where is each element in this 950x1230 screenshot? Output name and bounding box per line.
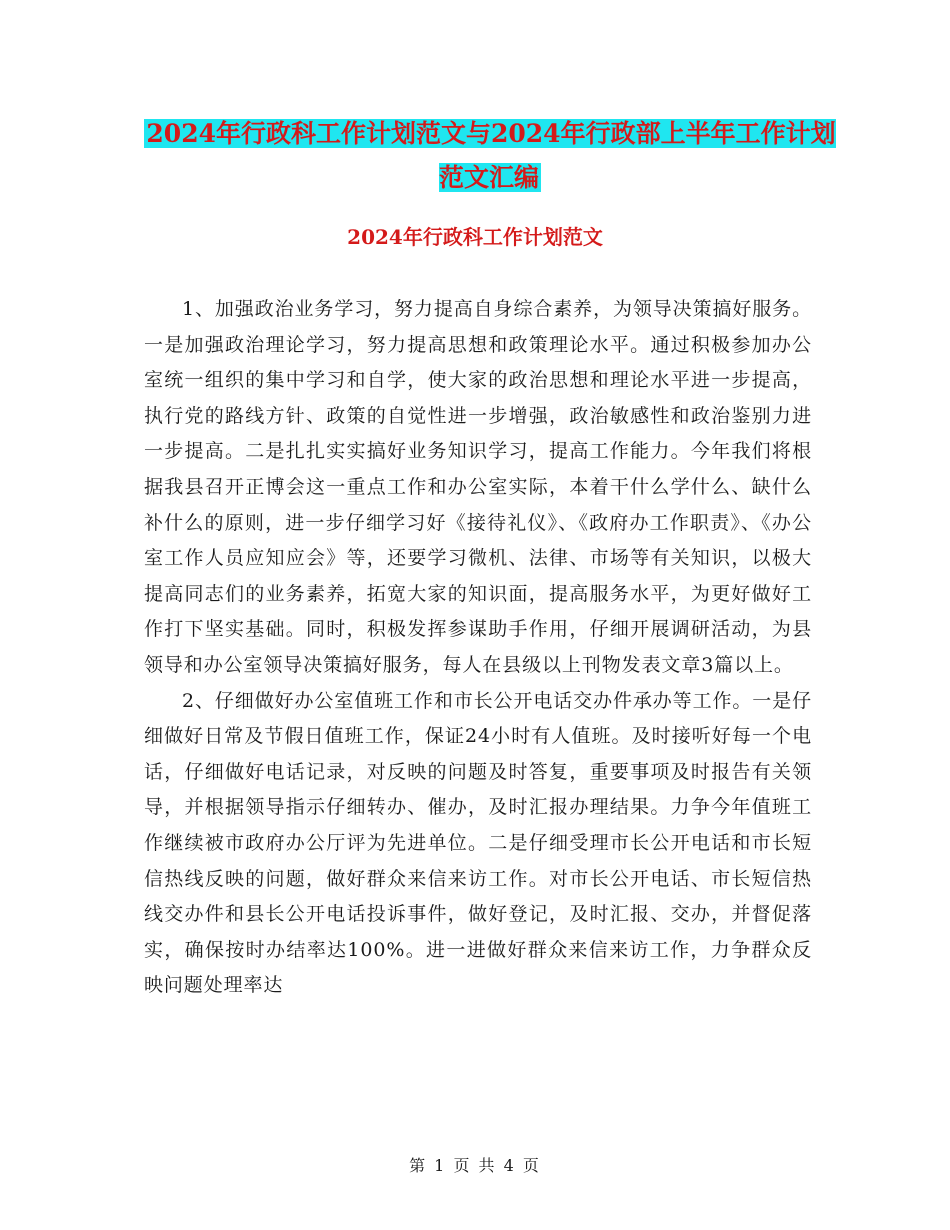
paragraph-2: 2、仔细做好办公室值班工作和市长公开电话交办件承办等工作。一是仔细做好日常及节假日值班工作，保证24小时有人值班。及时接听好每一个电话，仔细做好电话记录，对反映的问题及时答复，重要事项及时报告有关领导，并根据领导指示仔细转办、催办，及时汇报办理结果。力争今年值班工作继续被市政府办公厅评为先进单位。二是仔细受理市长公开电话和市长短信热线反映的问题，做好群众来信来访工作。对市长公开电话、市长短信热线交办件和县长公开电话投诉事件，做好登记，及时汇报、交办，并督促落实，确保按时办结率达100%。进一进做好群众来信来访工作，力争群众反映问题处理率达 bbox=[144, 689, 812, 997]
document-body bbox=[144, 292, 812, 1004]
section-title: 2024年行政科工作计划范文 bbox=[347, 225, 603, 249]
page-number-footer: 第 1 页 共 4 页 bbox=[409, 1156, 541, 1175]
document-title bbox=[140, 112, 840, 200]
document-title-text: 2024年行政科工作计划范文与2024年行政部上半年工作计划范文汇编 bbox=[146, 119, 836, 192]
paragraph-1: 1、加强政治业务学习，努力提高自身综合素养，为领导决策搞好服务。一是加强政治理论学习，努力提高思想和政策理论水平。通过积极参加办公室统一组织的集中学习和自学，使大家的政治思想和理论水平进一步提高，执行党的路线方针、政策的自觉性进一步增强，政治敏感性和政治鉴别力进一步提高。二是扎扎实实搞好业务知识学习，提高工作能力。今年我们将根据我县召开正博会这一重点工作和办公室实际，本着干什么学什么、缺什么补什么的原则，进一步仔细学习好《接待礼仪》、《政府办工作职责》、《办公室工作人员应知应会》等，还要学习微机、法律、市场等有关知识，以极大提高同志们的业务素养，拓宽大家的知识面，提高服务水平，为更好做好工作打下坚实基础。同时，积极发挥参谋助手作用，仔细开展调研活动，为县领导和办公室领导决策搞好服务，每人在县级以上刊物发表文章3篇以上。 bbox=[144, 298, 812, 676]
